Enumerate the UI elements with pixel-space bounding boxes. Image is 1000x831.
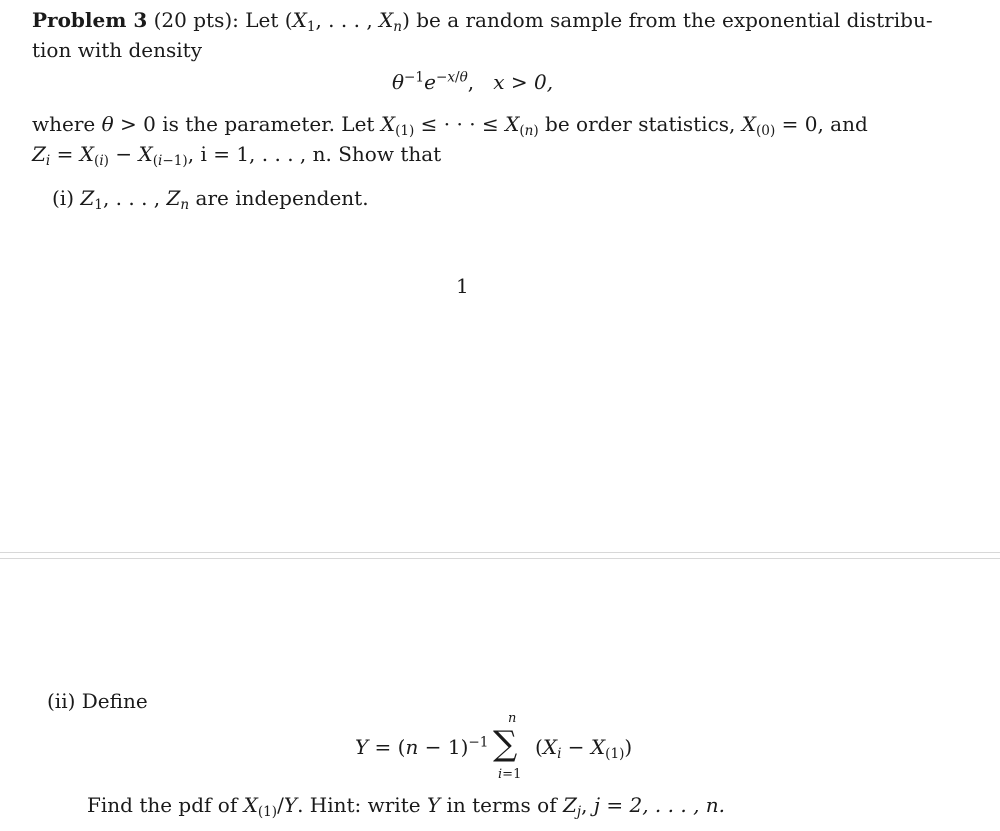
page-divider-top	[0, 552, 1000, 553]
where-part1: where	[32, 112, 102, 136]
where-part4: = 0, and	[775, 112, 868, 136]
part-ii-define-text: Define	[81, 689, 148, 713]
problem-intro-b: ) be a random sample from the exponential distribu-	[402, 8, 933, 32]
part-i-label: (i)	[52, 186, 75, 210]
find-text: Find the pdf of	[87, 793, 238, 817]
hint-tail: in terms of	[446, 793, 557, 817]
where-line1: where θ > 0 is the parameter. Let $X_{(1)}$ ≤ · · · ≤ $X_{(n)}$ be order statistics, $X_{(0)} = 0$, and	[32, 112, 868, 140]
summation-symbol: ∑	[493, 724, 518, 764]
part-ii-define	[47, 689, 148, 713]
find-pdf-line: Find the pdf of $X_{(1)}/Y$. Hint: write Y in terms of $Z_j$, j = 2, . . . , n.	[87, 793, 726, 821]
range-text: j = 2, . . . , n.	[593, 793, 726, 817]
part-i: (i) $Z_1$, . . . , $Z_n$ are independent.	[52, 186, 369, 214]
page-number: 1	[456, 274, 469, 298]
part-ii-label: (ii)	[47, 689, 76, 713]
page-divider-bottom	[0, 558, 1000, 559]
hint-text: . Hint: write	[297, 793, 421, 817]
where-line2: $Z_i = X_{(i)} - X_{(i-1)}$, i = 1, . . . , n. Show that	[32, 142, 442, 170]
where-line2-tail: , i = 1, . . . , n. Show that	[187, 142, 442, 166]
problem-points: (20 pts)	[153, 8, 233, 32]
problem-intro-a: : Let (	[232, 8, 293, 32]
density-formula: $\theta^{-1}e^{-x/\theta}$, x > 0,	[392, 69, 554, 94]
part-i-text: are independent.	[195, 186, 369, 210]
where-part3: be order statistics,	[538, 112, 742, 136]
problem-heading: Problem 3	[32, 8, 148, 32]
density-condition: x > 0,	[493, 70, 554, 94]
problem-intro-line1: Problem 3 (20 pts): Let ($X_1$, . . . , $X_n$) be a random sample from the exponential distribu-	[32, 8, 933, 36]
where-part2: > 0 is the parameter. Let	[113, 112, 381, 136]
problem-intro-line2: tion with density	[32, 38, 203, 62]
